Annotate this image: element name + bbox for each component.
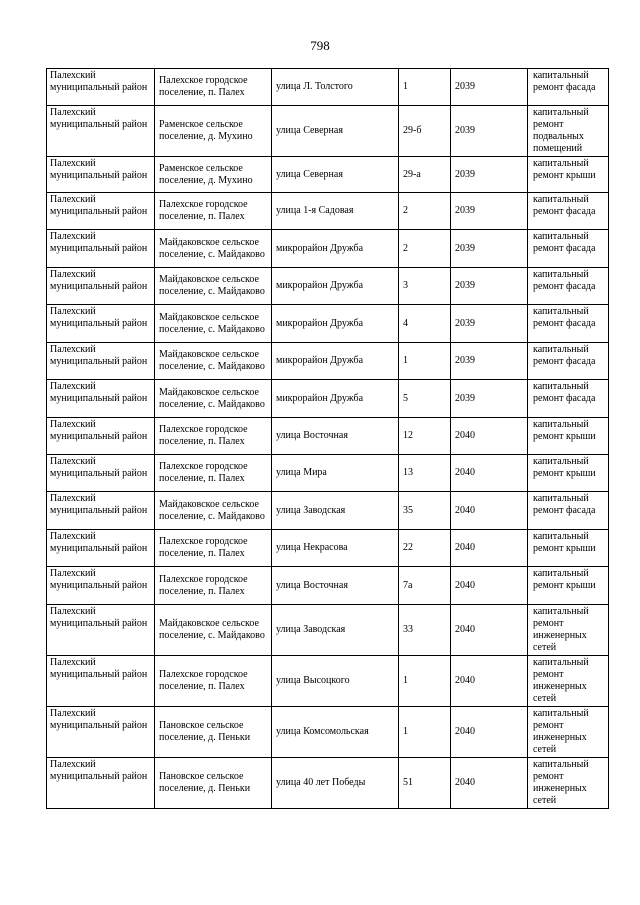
house-number-cell: 1 — [399, 343, 451, 380]
house-number-cell: 2 — [399, 193, 451, 230]
house-number-cell: 29-а — [399, 157, 451, 193]
settlement-cell: Палехское городское поселение, п. Палех — [155, 455, 272, 492]
settlement-cell: Палехское городское поселение, п. Палех — [155, 530, 272, 567]
district-cell: Палехский муниципальный район — [47, 530, 155, 567]
street-cell: улица 40 лет Победы — [272, 758, 399, 809]
work-type-cell: капитальный ремонт крыши — [528, 157, 609, 193]
district-cell: Палехский муниципальный район — [47, 656, 155, 707]
table-row — [47, 106, 609, 157]
house-number-cell: 33 — [399, 605, 451, 656]
year-cell: 2040 — [451, 605, 528, 656]
work-type-cell: капитальный ремонт инженерных сетей — [528, 605, 609, 656]
settlement-cell: Палехское городское поселение, п. Палех — [155, 567, 272, 605]
settlement-cell: Палехское городское поселение, п. Палех — [155, 656, 272, 707]
table-row — [47, 492, 609, 530]
year-cell: 2040 — [451, 530, 528, 567]
year-cell: 2039 — [451, 380, 528, 418]
work-type-cell: капитальный ремонт фасада — [528, 230, 609, 268]
table-row — [47, 455, 609, 492]
settlement-cell: Палехское городское поселение, п. Палех — [155, 69, 272, 106]
table-row — [47, 230, 609, 268]
repair-schedule-table — [46, 68, 609, 809]
settlement-cell: Пановское сельское поселение, д. Пеньки — [155, 707, 272, 758]
district-cell: Палехский муниципальный район — [47, 492, 155, 530]
house-number-cell: 51 — [399, 758, 451, 809]
street-cell: микрорайон Дружба — [272, 380, 399, 418]
house-number-cell: 12 — [399, 418, 451, 455]
table-body — [47, 69, 609, 809]
year-cell: 2039 — [451, 268, 528, 305]
street-cell: улица 1-я Садовая — [272, 193, 399, 230]
work-type-cell: капитальный ремонт фасада — [528, 305, 609, 343]
table-row — [47, 656, 609, 707]
district-cell: Палехский муниципальный район — [47, 758, 155, 809]
district-cell: Палехский муниципальный район — [47, 268, 155, 305]
table-row — [47, 69, 609, 106]
work-type-cell: капитальный ремонт фасада — [528, 380, 609, 418]
street-cell: улица Л. Толстого — [272, 69, 399, 106]
settlement-cell: Майдаковское сельское поселение, с. Майдаково — [155, 380, 272, 418]
year-cell: 2039 — [451, 343, 528, 380]
district-cell: Палехский муниципальный район — [47, 567, 155, 605]
house-number-cell: 3 — [399, 268, 451, 305]
year-cell: 2040 — [451, 707, 528, 758]
year-cell: 2040 — [451, 492, 528, 530]
street-cell: улица Северная — [272, 157, 399, 193]
house-number-cell: 29-б — [399, 106, 451, 157]
settlement-cell: Пановское сельское поселение, д. Пеньки — [155, 758, 272, 809]
street-cell: микрорайон Дружба — [272, 343, 399, 380]
district-cell: Палехский муниципальный район — [47, 230, 155, 268]
settlement-cell: Майдаковское сельское поселение, с. Майдаково — [155, 230, 272, 268]
house-number-cell: 5 — [399, 380, 451, 418]
work-type-cell: капитальный ремонт крыши — [528, 567, 609, 605]
settlement-cell: Майдаковское сельское поселение, с. Майдаково — [155, 305, 272, 343]
house-number-cell: 35 — [399, 492, 451, 530]
settlement-cell: Раменское сельское поселение, д. Мухино — [155, 106, 272, 157]
year-cell: 2040 — [451, 455, 528, 492]
year-cell: 2039 — [451, 106, 528, 157]
year-cell: 2039 — [451, 157, 528, 193]
work-type-cell: капитальный ремонт инженерных сетей — [528, 656, 609, 707]
district-cell: Палехский муниципальный район — [47, 605, 155, 656]
table-row — [47, 707, 609, 758]
page-number: 798 — [310, 38, 330, 53]
table-row — [47, 157, 609, 193]
work-type-cell: капитальный ремонт подвальных помещений — [528, 106, 609, 157]
work-type-cell: капитальный ремонт фасада — [528, 492, 609, 530]
district-cell: Палехский муниципальный район — [47, 193, 155, 230]
table-row — [47, 268, 609, 305]
street-cell: улица Восточная — [272, 418, 399, 455]
year-cell: 2040 — [451, 656, 528, 707]
table-row — [47, 418, 609, 455]
table-row — [47, 380, 609, 418]
settlement-cell: Палехское городское поселение, п. Палех — [155, 418, 272, 455]
work-type-cell: капитальный ремонт фасада — [528, 69, 609, 106]
street-cell: улица Высоцкого — [272, 656, 399, 707]
street-cell: улица Заводская — [272, 492, 399, 530]
district-cell: Палехский муниципальный район — [47, 707, 155, 758]
house-number-cell: 13 — [399, 455, 451, 492]
table-row — [47, 567, 609, 605]
street-cell: улица Северная — [272, 106, 399, 157]
settlement-cell: Майдаковское сельское поселение, с. Майдаково — [155, 343, 272, 380]
district-cell: Палехский муниципальный район — [47, 380, 155, 418]
table-row — [47, 605, 609, 656]
work-type-cell: капитальный ремонт фасада — [528, 193, 609, 230]
year-cell: 2040 — [451, 567, 528, 605]
district-cell: Палехский муниципальный район — [47, 455, 155, 492]
work-type-cell: капитальный ремонт фасада — [528, 343, 609, 380]
district-cell: Палехский муниципальный район — [47, 106, 155, 157]
work-type-cell: капитальный ремонт крыши — [528, 418, 609, 455]
street-cell: улица Мира — [272, 455, 399, 492]
table-row — [47, 758, 609, 809]
street-cell: микрорайон Дружба — [272, 268, 399, 305]
street-cell: улица Комсомольская — [272, 707, 399, 758]
work-type-cell: капитальный ремонт крыши — [528, 455, 609, 492]
district-cell: Палехский муниципальный район — [47, 418, 155, 455]
work-type-cell: капитальный ремонт инженерных сетей — [528, 758, 609, 809]
district-cell: Палехский муниципальный район — [47, 69, 155, 106]
year-cell: 2039 — [451, 69, 528, 106]
street-cell: микрорайон Дружба — [272, 230, 399, 268]
year-cell: 2040 — [451, 758, 528, 809]
house-number-cell: 1 — [399, 656, 451, 707]
settlement-cell: Майдаковское сельское поселение, с. Майдаково — [155, 605, 272, 656]
street-cell: улица Восточная — [272, 567, 399, 605]
table-row — [47, 305, 609, 343]
house-number-cell: 2 — [399, 230, 451, 268]
house-number-cell: 1 — [399, 69, 451, 106]
house-number-cell: 7а — [399, 567, 451, 605]
work-type-cell: капитальный ремонт крыши — [528, 530, 609, 567]
settlement-cell: Майдаковское сельское поселение, с. Майдаково — [155, 492, 272, 530]
work-type-cell: капитальный ремонт инженерных сетей — [528, 707, 609, 758]
year-cell: 2039 — [451, 230, 528, 268]
street-cell: улица Некрасова — [272, 530, 399, 567]
settlement-cell: Раменское сельское поселение, д. Мухино — [155, 157, 272, 193]
street-cell: улица Заводская — [272, 605, 399, 656]
house-number-cell: 22 — [399, 530, 451, 567]
settlement-cell: Палехское городское поселение, п. Палех — [155, 193, 272, 230]
work-type-cell: капитальный ремонт фасада — [528, 268, 609, 305]
district-cell: Палехский муниципальный район — [47, 343, 155, 380]
table-row — [47, 193, 609, 230]
year-cell: 2039 — [451, 193, 528, 230]
settlement-cell: Майдаковское сельское поселение, с. Майдаково — [155, 268, 272, 305]
district-cell: Палехский муниципальный район — [47, 157, 155, 193]
street-cell: микрорайон Дружба — [272, 305, 399, 343]
year-cell: 2039 — [451, 305, 528, 343]
table-row — [47, 530, 609, 567]
table-row — [47, 343, 609, 380]
house-number-cell: 4 — [399, 305, 451, 343]
house-number-cell: 1 — [399, 707, 451, 758]
district-cell: Палехский муниципальный район — [47, 305, 155, 343]
year-cell: 2040 — [451, 418, 528, 455]
